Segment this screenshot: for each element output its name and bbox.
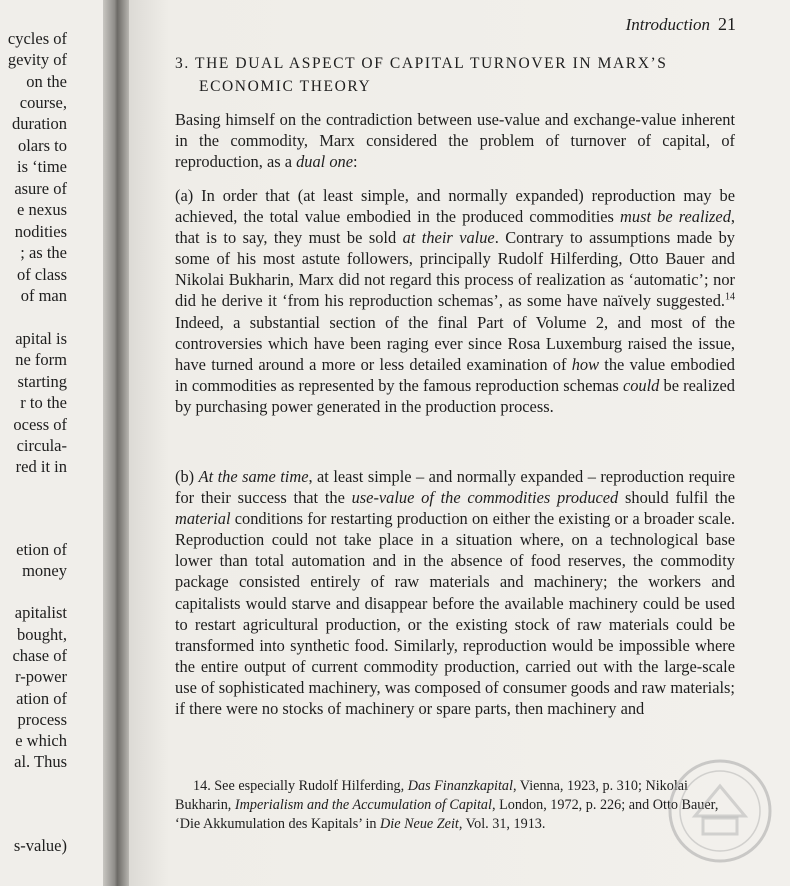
left-page bbox=[0, 0, 103, 886]
left-page-line: starting bbox=[17, 372, 67, 391]
left-page-line: ocess of bbox=[13, 415, 67, 434]
left-page-line: e which bbox=[15, 731, 67, 750]
left-page-line: etion of bbox=[16, 540, 67, 559]
left-page-line: gevity of bbox=[7, 50, 67, 69]
left-page-line: is ‘time bbox=[17, 157, 67, 176]
left-page-line: money bbox=[22, 561, 67, 580]
para-b-emphasis: material bbox=[175, 509, 231, 529]
para-a-text: , that is to say, they must be sold bbox=[175, 207, 736, 248]
left-page-line: circula- bbox=[16, 436, 67, 455]
intro-emphasis: dual one bbox=[296, 152, 353, 172]
left-page-line: of man bbox=[20, 286, 67, 305]
para-a-text: Indeed, a substantial section of the final Part of Volume 2, and most of the controversies which have been raging ever since Rosa Luxemburg raised the issue, have turned around a more or less detailed examination of bbox=[175, 312, 735, 374]
intro-text: Basing himself on the contradiction between use-value and exchange-value inherent in the commodity, Marx considered the problem of turnover of capital, of reproduction, as a bbox=[175, 110, 735, 172]
page-number: 21 bbox=[718, 14, 736, 34]
paragraph-b bbox=[175, 466, 735, 719]
intro-paragraph bbox=[175, 109, 735, 172]
section-title-line2: ECONOMIC THEORY bbox=[199, 78, 372, 95]
para-b-text: , at least simple – and normally expanded – reproduction require for their success that the bbox=[175, 467, 735, 508]
left-page-line: ation of bbox=[16, 689, 67, 708]
para-b-text: conditions for restarting production on either the existing or a broader scale. Reproduction could not take place in a situation where, on a technological base lower than total automation and in the absence of food reserves, the commodity package consisted entirely of raw materials and machinery; the workers and capitalists would starve and disappear before the available machinery could be used to restart agricultural production, or the existing stock of raw materials could be transformed into synthetic food. Similarly, reproduction would be impossible where the entire output of current commodity production, carried out with the large-scale use of sophisticated machinery, was composed of consumer goods and raw materials; if there were no stocks of machinery or spare parts, then machinery and bbox=[175, 509, 735, 719]
para-b-emphasis: At the same time bbox=[198, 467, 309, 486]
left-page-line: course, bbox=[19, 93, 67, 112]
para-a-text: (a) In order that (at least simple, and normally expanded) reproduction may be achieved, the total value embodied in the produced commodities bbox=[175, 186, 735, 227]
paragraph-a bbox=[175, 185, 735, 417]
left-page-line: red it in bbox=[15, 457, 67, 476]
para-a-emphasis: could bbox=[622, 375, 660, 395]
left-page-line: chase of bbox=[12, 646, 67, 665]
footnote-emphasis: Die Neue Zeit bbox=[380, 816, 459, 832]
footnote-emphasis: Imperialism and the Accumulation of Capital bbox=[234, 797, 492, 813]
left-page-line: bought, bbox=[17, 625, 67, 644]
footnote-reference: 14 bbox=[725, 292, 735, 303]
footnote-text: , London, 1972, p. 226; and Otto Bauer, ‘Die Akkumulation des Kapitals’ in bbox=[175, 797, 719, 832]
para-a-text: be realized by purchasing power generated in the production process. bbox=[175, 375, 735, 416]
left-page-line: apital is bbox=[15, 329, 67, 348]
running-head-title: Introduction bbox=[625, 15, 710, 34]
footnote-text: , Vol. 31, 1913. bbox=[458, 816, 546, 832]
left-page-line: e nexus bbox=[17, 200, 67, 219]
left-page-line: of class bbox=[17, 265, 67, 284]
footnote bbox=[175, 777, 731, 834]
intro-end: : bbox=[352, 152, 358, 172]
left-page-line: al. Thus bbox=[14, 752, 67, 771]
para-a-emphasis: how bbox=[571, 354, 600, 374]
left-page-line: s-value) bbox=[13, 836, 67, 855]
left-page-line: on the bbox=[26, 72, 67, 91]
watermark-stamp-icon bbox=[665, 756, 775, 866]
left-page-line: ; as the bbox=[20, 243, 67, 262]
footnote-text: , Vienna, 1923, p. 310; Nikolai Bukharin, bbox=[175, 778, 688, 813]
para-a-emphasis: must be realized bbox=[620, 207, 731, 227]
section-number: 3. bbox=[175, 55, 190, 72]
left-page-line: apitalist bbox=[14, 603, 67, 622]
left-page-line: nodities bbox=[14, 222, 67, 241]
section-heading bbox=[175, 52, 745, 98]
running-head bbox=[626, 14, 736, 35]
para-b-text: (b) bbox=[175, 467, 199, 486]
para-a-text: . Contrary to assumptions made by some of his most astute followers, principally Rudolf Hilferding, Otto Bauer and Nikolai Bukharin, Marx did not regard this process of realization as ‘automatic’; nor did he derive it ‘from his reproduction schemas’, as some have naïvely suggested. bbox=[175, 228, 735, 311]
left-page-line: asure of bbox=[14, 179, 67, 198]
left-page-line: r-power bbox=[15, 667, 67, 686]
left-page-line: duration bbox=[12, 114, 67, 133]
book-gutter bbox=[103, 0, 129, 886]
para-b-emphasis: use-value of the commodities produced bbox=[351, 488, 619, 508]
left-page-line: r to the bbox=[20, 393, 67, 412]
left-page-line: ne form bbox=[15, 350, 67, 369]
footnote-text: 14. See especially Rudolf Hilferding, bbox=[193, 778, 408, 794]
para-a-text: the value embodied in commodities as represented by the famous reproduction schemas bbox=[175, 354, 735, 395]
section-title-line1: THE DUAL ASPECT OF CAPITAL TURNOVER IN MARX’S bbox=[195, 55, 668, 72]
footnote-emphasis: Das Finanzkapital bbox=[407, 778, 513, 794]
para-a-emphasis: at their value bbox=[402, 228, 495, 248]
left-page-line: cycles of bbox=[7, 29, 67, 48]
left-page-line: olars to bbox=[17, 136, 67, 155]
para-b-text: should fulfil the bbox=[618, 488, 735, 508]
left-page-line: process bbox=[17, 710, 67, 729]
